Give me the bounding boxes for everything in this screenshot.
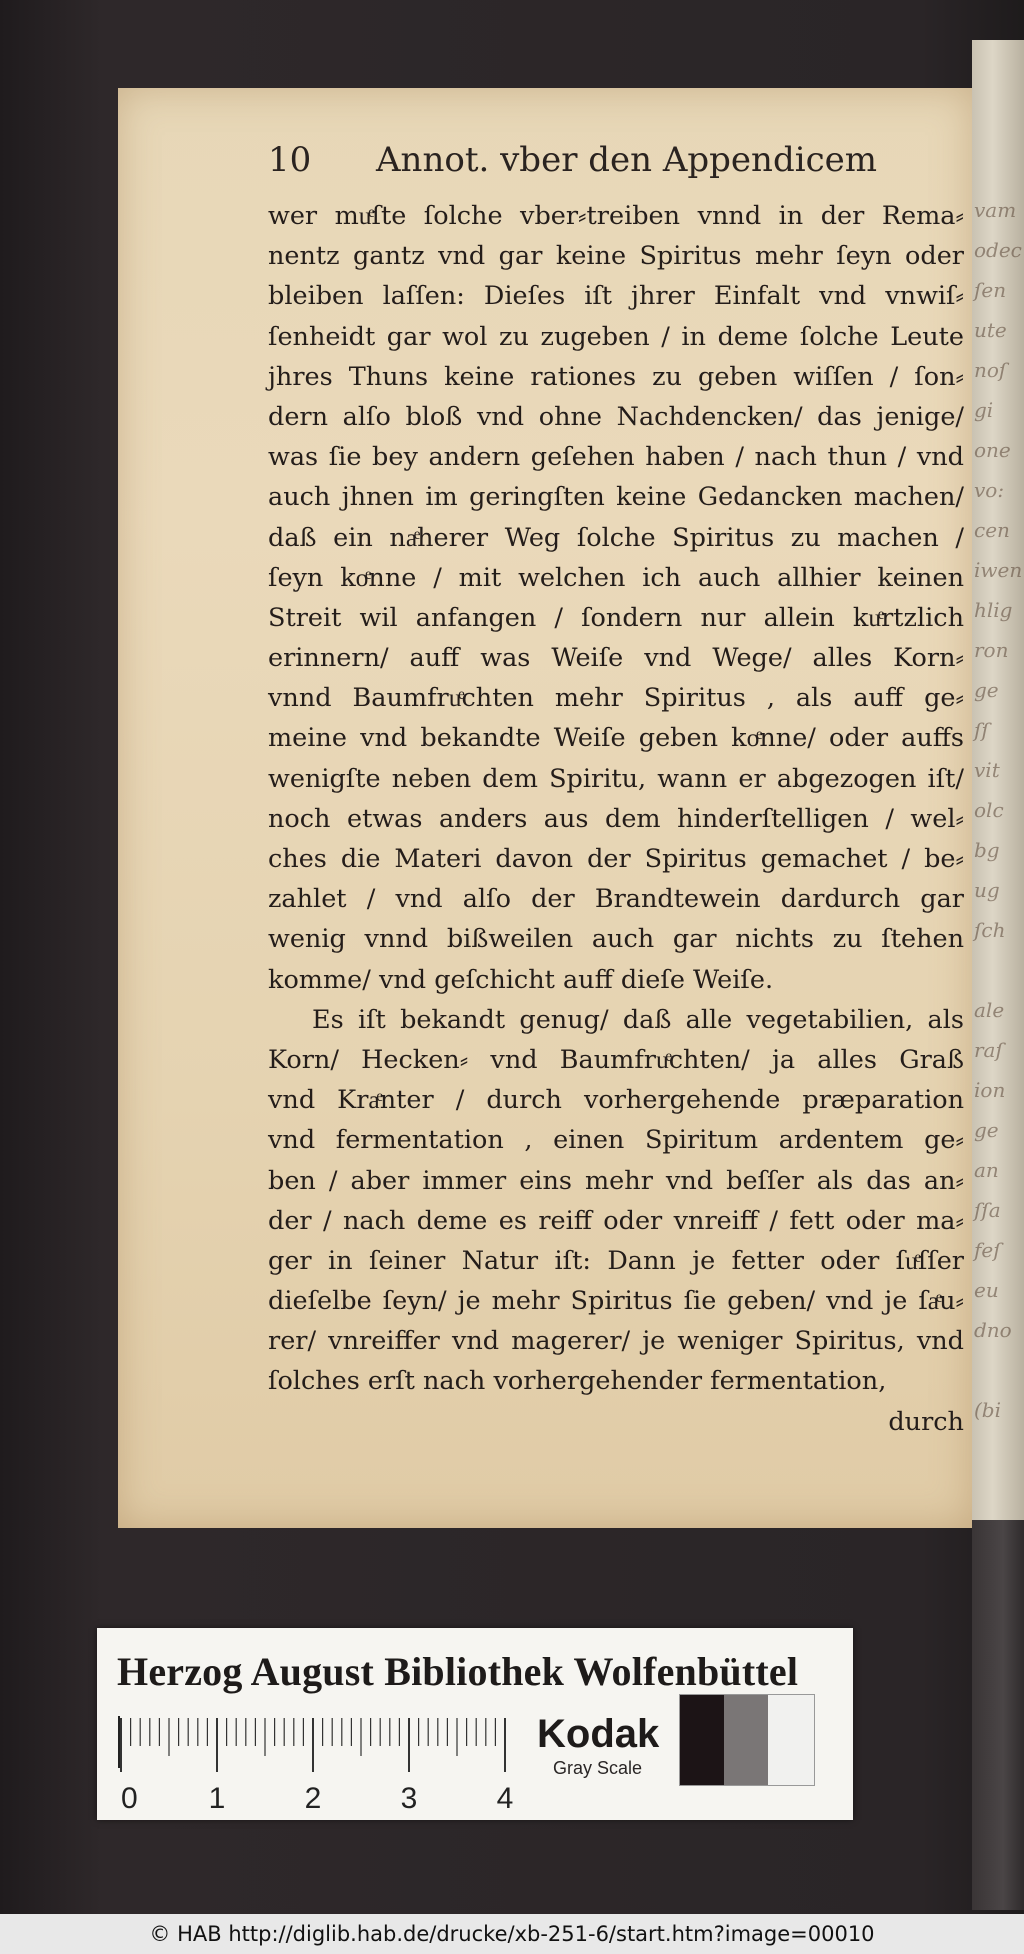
- text-line: ſeyn koͤnne / mit welchen ich auch allhier keinen: [268, 562, 964, 593]
- ruler-number: 3: [400, 1782, 418, 1815]
- text-line: meine vnd bekandte Weiſe geben koͤnne/ oder auffs: [268, 723, 964, 754]
- text-line: dern alſo bloß vnd ohne Nachdencken/ das jenige/: [268, 401, 964, 432]
- bleed-through-fragment: vit: [974, 758, 1000, 782]
- text-line: wenig vnnd bißweilen auch gar nichts zu ſtehen: [268, 924, 964, 955]
- bleed-through-fragment: ion: [974, 1078, 1006, 1102]
- bleed-through-fragment: ſen: [974, 278, 1007, 302]
- gray-swatch: [680, 1695, 724, 1785]
- bleed-through-fragment: one: [974, 438, 1011, 462]
- text-line: wenigſte neben dem Spiritu, wann er abgezogen iſt/: [268, 763, 964, 794]
- text-line: ſolches erſt nach vorhergehender fermentation,: [268, 1366, 887, 1397]
- text-line: dieſelbe ſeyn/ je mehr Spiritus ſie geben/ vnd je ſaͤu⸗: [268, 1286, 964, 1317]
- text-line: ger in ſeiner Natur iſt: Dann je fetter oder ſuͤſſer: [268, 1245, 964, 1276]
- ruler-number: 2: [304, 1782, 322, 1815]
- gray-scale-label: Gray Scale: [553, 1758, 643, 1778]
- bleed-through-fragment: ſſa: [974, 1198, 1001, 1222]
- text-line: vnd Kraͤnter / durch vorhergehende præparation: [268, 1085, 964, 1116]
- ruler-number: 4: [496, 1782, 514, 1815]
- bleed-through-fragment: feſ: [974, 1238, 1001, 1262]
- ruler-number: 0: [121, 1782, 138, 1815]
- adjacent-page-bleed-through: [972, 190, 1024, 1450]
- text-line: zahlet / vnd alſo der Brandtewein dardurch gar: [268, 884, 964, 915]
- text-line: ſenheidt gar wol zu zugeben / in deme ſolche Leute: [268, 321, 964, 352]
- running-head: Annot. vber den Appendicem: [376, 140, 877, 180]
- bleed-through-fragment: eu: [974, 1278, 999, 1302]
- bleed-through-fragment: an: [974, 1158, 999, 1182]
- text-line: noch etwas anders aus dem hinderſtelligen / wel⸗: [268, 803, 964, 834]
- gray-swatch: [724, 1695, 768, 1785]
- text-line: vnd fermentation , einen Spiritum ardentem ge⸗: [268, 1125, 964, 1156]
- page-number: 10: [268, 140, 312, 180]
- bleed-through-fragment: gi: [974, 398, 994, 422]
- text-line: wer muͤſte ſolche vber⸗treiben vnnd in der Rema⸗: [268, 201, 964, 231]
- text-line: nentz gantz vnd gar keine Spiritus mehr ſeyn oder: [268, 241, 964, 272]
- text-line: erinnern/ auff was Weiſe vnd Wege/ alles Korn⸗: [268, 643, 964, 674]
- ruler-number: 1: [208, 1782, 226, 1815]
- kodak-logo: Kodak: [537, 1712, 660, 1756]
- text-line: jhres Thuns keine rationes zu geben wiſſen / ſon⸗: [268, 361, 964, 392]
- copyright-footer: © HAB http://diglib.hab.de/drucke/xb-251-6/start.htm?image=00010: [0, 1914, 1024, 1954]
- text-line: Streit wil anfangen / ſondern nur allein kuͤrtzlich: [268, 602, 964, 633]
- bleed-through-fragment: vam: [974, 198, 1017, 222]
- text-line: Korn/ Hecken⸗ vnd Baumfruͤchten/ ja alles Graß: [268, 1044, 964, 1075]
- bleed-through-fragment: iwen: [974, 558, 1023, 582]
- text-line: vnnd Baumfruͤchten mehr Spiritus , als auff ge⸗: [268, 683, 964, 714]
- text-line: Es iſt bekandt genug/ daß alle vegetabilien, als: [312, 1004, 964, 1035]
- bleed-through-fragment: noſ: [974, 358, 1007, 382]
- bleed-through-fragment: ron: [974, 638, 1009, 662]
- text-line: ches die Materi davon der Spiritus gemachet / be⸗: [268, 844, 964, 874]
- page-body-text: [268, 196, 964, 1442]
- text-line: bleiben laſſen: Dieſes iſt jhrer Einfalt vnd vnwiſ⸗: [268, 281, 964, 312]
- text-line: daß ein naͤherer Weg ſolche Spiritus zu machen /: [268, 522, 964, 553]
- bleed-through-fragment: bg: [974, 838, 1000, 862]
- text-line: der / nach deme es reiff oder vnreiff / fett oder ma⸗: [268, 1205, 964, 1236]
- bleed-through-fragment: raſ: [974, 1038, 1003, 1062]
- library-name: Herzog August Bibliothek Wolfenbüttel: [117, 1649, 799, 1694]
- text-line: auch jhnen im geringſten keine Gedancken machen/: [268, 482, 964, 513]
- bleed-through-fragment: (bi: [974, 1398, 1002, 1422]
- bleed-through-fragment: hlig: [974, 598, 1013, 622]
- bleed-through-fragment: [972, 1350, 1024, 1390]
- bleed-through-fragment: [972, 950, 1024, 990]
- bleed-through-fragment: ſch: [974, 918, 1006, 942]
- measurement-ruler: [119, 1716, 514, 1816]
- gray-swatch: [768, 1695, 814, 1785]
- bleed-through-fragment: ge: [974, 678, 999, 702]
- library-color-card: [97, 1628, 853, 1820]
- bleed-through-fragment: ug: [974, 878, 1000, 902]
- text-line: ben / aber immer eins mehr vnd beſſer als das an⸗: [268, 1165, 964, 1196]
- bleed-through-fragment: ge: [974, 1118, 999, 1142]
- bleed-through-fragment: ſſ: [974, 718, 989, 742]
- bleed-through-fragment: odec: [974, 238, 1022, 262]
- bleed-through-fragment: vo:: [974, 478, 1005, 502]
- text-line: rer/ vnreiffer vnd magerer/ je weniger Spiritus, vnd: [268, 1326, 964, 1357]
- bleed-through-fragment: dno: [974, 1318, 1012, 1342]
- text-line: komme/ vnd geſchicht auff dieſe Weiſe.: [268, 964, 774, 995]
- page-header: [268, 140, 968, 190]
- bleed-through-fragment: olc: [974, 798, 1004, 822]
- adjacent-page-shadow: [972, 1520, 1024, 1910]
- bleed-through-fragment: cen: [974, 518, 1010, 542]
- bleed-through-fragment: ute: [974, 318, 1007, 342]
- catchword: durch: [888, 1406, 964, 1437]
- text-line: was ſie bey andern geſehen haben / nach thun / vnd: [268, 442, 964, 473]
- bleed-through-fragment: ale: [974, 998, 1005, 1022]
- gray-scale-swatches: [679, 1694, 815, 1786]
